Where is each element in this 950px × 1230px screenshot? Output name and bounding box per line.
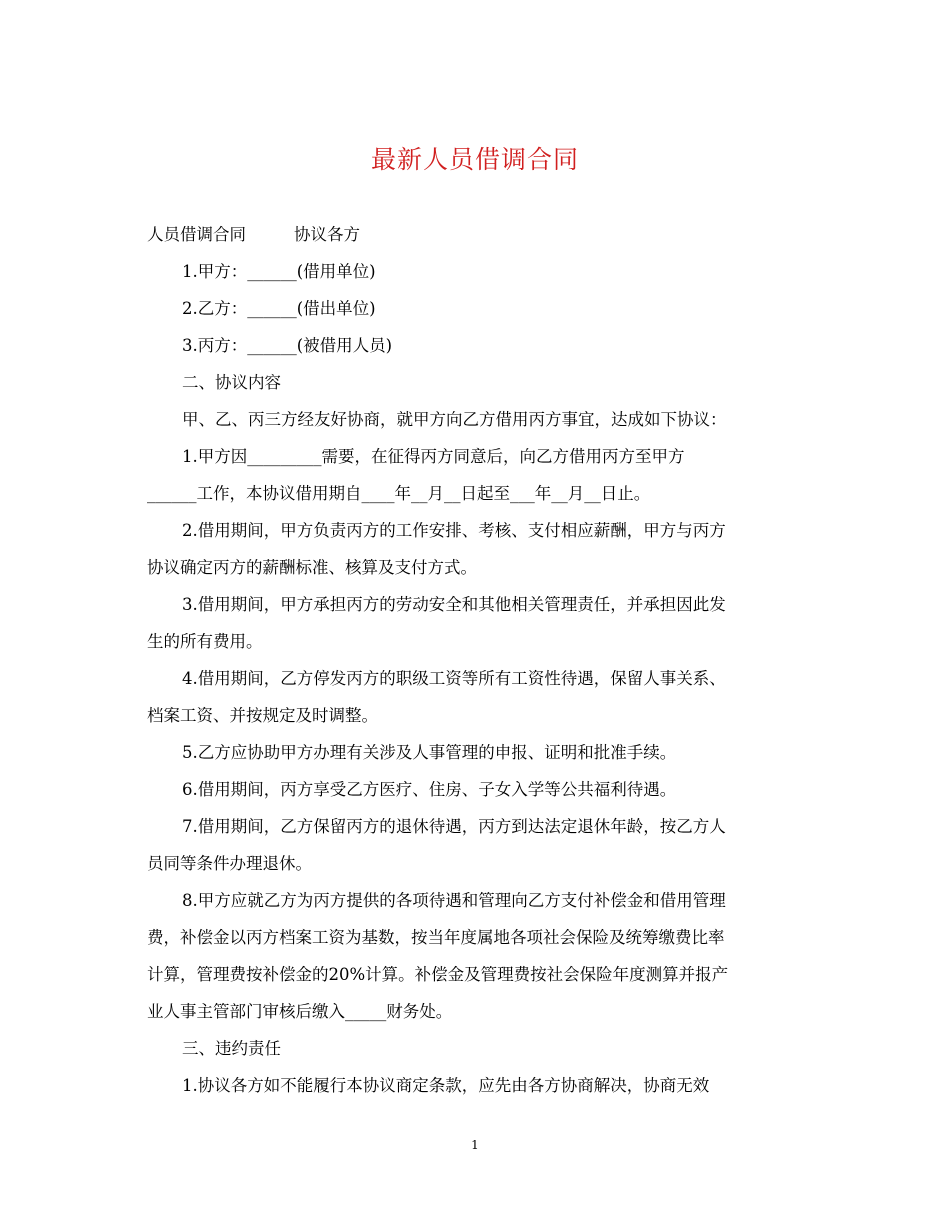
- paragraph-line: 4.借用期间，乙方停发丙方的职级工资等所有工资性待遇，保留人事关系、: [182, 669, 726, 688]
- paragraph-line: 员同等条件办理退休。: [147, 854, 312, 873]
- paragraph-line: 生的所有费用。: [147, 632, 263, 651]
- header-line: [147, 216, 799, 253]
- paragraph-line: 5.乙方应协助甲方办理有关涉及人事管理的申报、证明和批准手续。: [182, 743, 677, 762]
- party-c-line: 3.丙方：______(被借用人员): [182, 336, 393, 355]
- paragraph-line: 档案工资、并按规定及时调整。: [147, 706, 378, 725]
- section-heading-liability: 三、违约责任: [182, 1039, 281, 1058]
- document-body: [147, 216, 799, 1104]
- paragraph-line: 7.借用期间，乙方保留丙方的退休待遇，丙方到达法定退休年龄，按乙方人: [182, 817, 726, 836]
- paragraph-line: 协议确定丙方的薪酬标准、核算及支付方式。: [147, 558, 477, 577]
- party-a-line: 1.甲方：______(借用单位): [182, 262, 376, 281]
- section-heading-agreement: 二、协议内容: [182, 373, 281, 392]
- paragraph-line: 1.甲方因_________需要，在征得丙方同意后，向乙方借用丙方至甲方: [182, 447, 685, 466]
- parties-heading: 协议各方: [294, 225, 360, 244]
- paragraph-line: 2.借用期间，甲方负责丙方的工作安排、考核、支付相应薪酬，甲方与丙方: [182, 521, 726, 540]
- paragraph-line: 业人事主管部门审核后缴入_____财务处。: [147, 1002, 453, 1021]
- paragraph-line: ______工作，本协议借用期自____年__月__日起至___年__月__日止。: [147, 484, 651, 503]
- page-number: 1: [471, 1138, 479, 1152]
- paragraph-line: 计算，管理费按补偿金的20%计算。补偿金及管理费按社会保险年度测算并报产: [147, 965, 729, 984]
- document-title: 最新人员借调合同: [370, 145, 579, 174]
- paragraph-line: 6.借用期间，丙方享受乙方医疗、住房、子女入学等公共福利待遇。: [182, 780, 677, 799]
- contract-name: 人员借调合同: [147, 225, 246, 244]
- party-b-line: 2.乙方：______(借出单位): [182, 299, 376, 318]
- paragraph-line: 甲、乙、丙三方经友好协商，就甲方向乙方借用丙方事宜，达成如下协议：: [182, 410, 727, 429]
- paragraph-line: 8.甲方应就乙方为丙方提供的各项待遇和管理向乙方支付补偿金和借用管理: [182, 891, 726, 910]
- paragraph-line: 3.借用期间，甲方承担丙方的劳动安全和其他相关管理责任，并承担因此发: [182, 595, 726, 614]
- paragraph-line: 费，补偿金以丙方档案工资为基数，按当年度属地各项社会保险及统筹缴费比率: [147, 928, 725, 947]
- paragraph-line: 1.协议各方如不能履行本协议商定条款，应先由各方协商解决，协商无效: [182, 1076, 710, 1095]
